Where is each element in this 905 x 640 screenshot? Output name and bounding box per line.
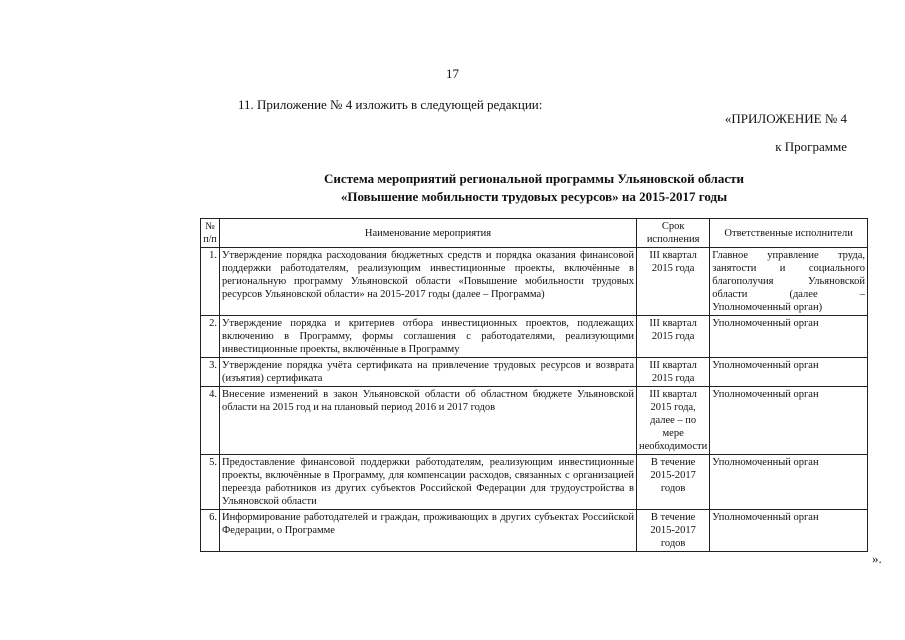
row-term: В течение 2015-2017 годов [637, 510, 710, 552]
table-row [201, 455, 868, 510]
annex-label: «ПРИЛОЖЕНИЕ № 4 [724, 111, 847, 126]
header-term: Срок исполнения [637, 219, 710, 248]
table-row [201, 387, 868, 455]
row-name: Информирование работодателей и граждан, проживающих в других субъектах Российской Федерации, о Программе [220, 510, 637, 552]
row-responsible: Главное управление труда, занятости и социального благополучия Ульяновской области (далее – Уполномоченный орган) [710, 248, 868, 316]
table-row [201, 510, 868, 552]
header-num: № п/п [201, 219, 220, 248]
row-name: Внесение изменений в закон Ульяновской области об областном бюджете Ульяновской области на 2015 год и на плановый период 2016 и 2017 годов [220, 387, 637, 455]
measures-table [200, 218, 868, 552]
row-responsible: Уполномоченный орган [710, 510, 868, 552]
table-row [201, 248, 868, 316]
title-line-2: «Повышение мобильности трудовых ресурсов» на 2015-2017 годы [340, 189, 728, 204]
row-responsible: Уполномоченный орган [710, 387, 868, 455]
annex-subtitle: к Программе [775, 139, 847, 154]
closing-quote: ». [872, 551, 882, 566]
row-term: III квартал 2015 года [637, 248, 710, 316]
row-name: Утверждение порядка и критериев отбора инвестиционных проектов, подлежащих включению в Программу, формы соглашения с работодателями, реализующими инвестиционные проекты, включённые в Программу [220, 316, 637, 358]
row-responsible: Уполномоченный орган [710, 455, 868, 510]
row-number: 3. [201, 358, 220, 387]
header-resp: Ответственные исполнители [710, 219, 868, 248]
row-term: III квартал 2015 года [637, 358, 710, 387]
row-responsible: Уполномоченный орган [710, 316, 868, 358]
row-name: Предоставление финансовой поддержки работодателям, реализующим инвестиционные проекты, включённые в Программу, для компенсации расходов, связанных с организацией переезда работников из других субъектов Российской Федерации для трудоустройства в Ульяновской области [220, 455, 637, 510]
row-number: 2. [201, 316, 220, 358]
row-responsible: Уполномоченный орган [710, 358, 868, 387]
row-number: 6. [201, 510, 220, 552]
title-line-1: Система мероприятий региональной программы Ульяновской области [324, 171, 744, 186]
row-number: 4. [201, 387, 220, 455]
row-number: 5. [201, 455, 220, 510]
row-term: III квартал 2015 года, далее – по мере необходимости [637, 387, 710, 455]
document-title [200, 170, 868, 206]
page-number: 17 [446, 66, 459, 81]
intro-paragraph: 11. Приложение № 4 изложить в следующей редакции: [238, 97, 543, 112]
row-name: Утверждение порядка учёта сертификата на привлечение трудовых ресурсов и возврата (изъятия) сертификата [220, 358, 637, 387]
row-number: 1. [201, 248, 220, 316]
table-header-row [201, 219, 868, 248]
table-row [201, 316, 868, 358]
header-name: Наименование мероприятия [220, 219, 637, 248]
table-row [201, 358, 868, 387]
row-term: III квартал 2015 года [637, 316, 710, 358]
row-term: В течение 2015-2017 годов [637, 455, 710, 510]
row-name: Утверждение порядка расходования бюджетных средств и порядка оказания финансовой поддержки работодателям, реализующим инвестиционные проекты, включённые в региональную программу Ульяновской области «Повышение мобильности трудовых ресурсов Ульяновской области» на 2015-2017 годы (далее – Программа) [220, 248, 637, 316]
